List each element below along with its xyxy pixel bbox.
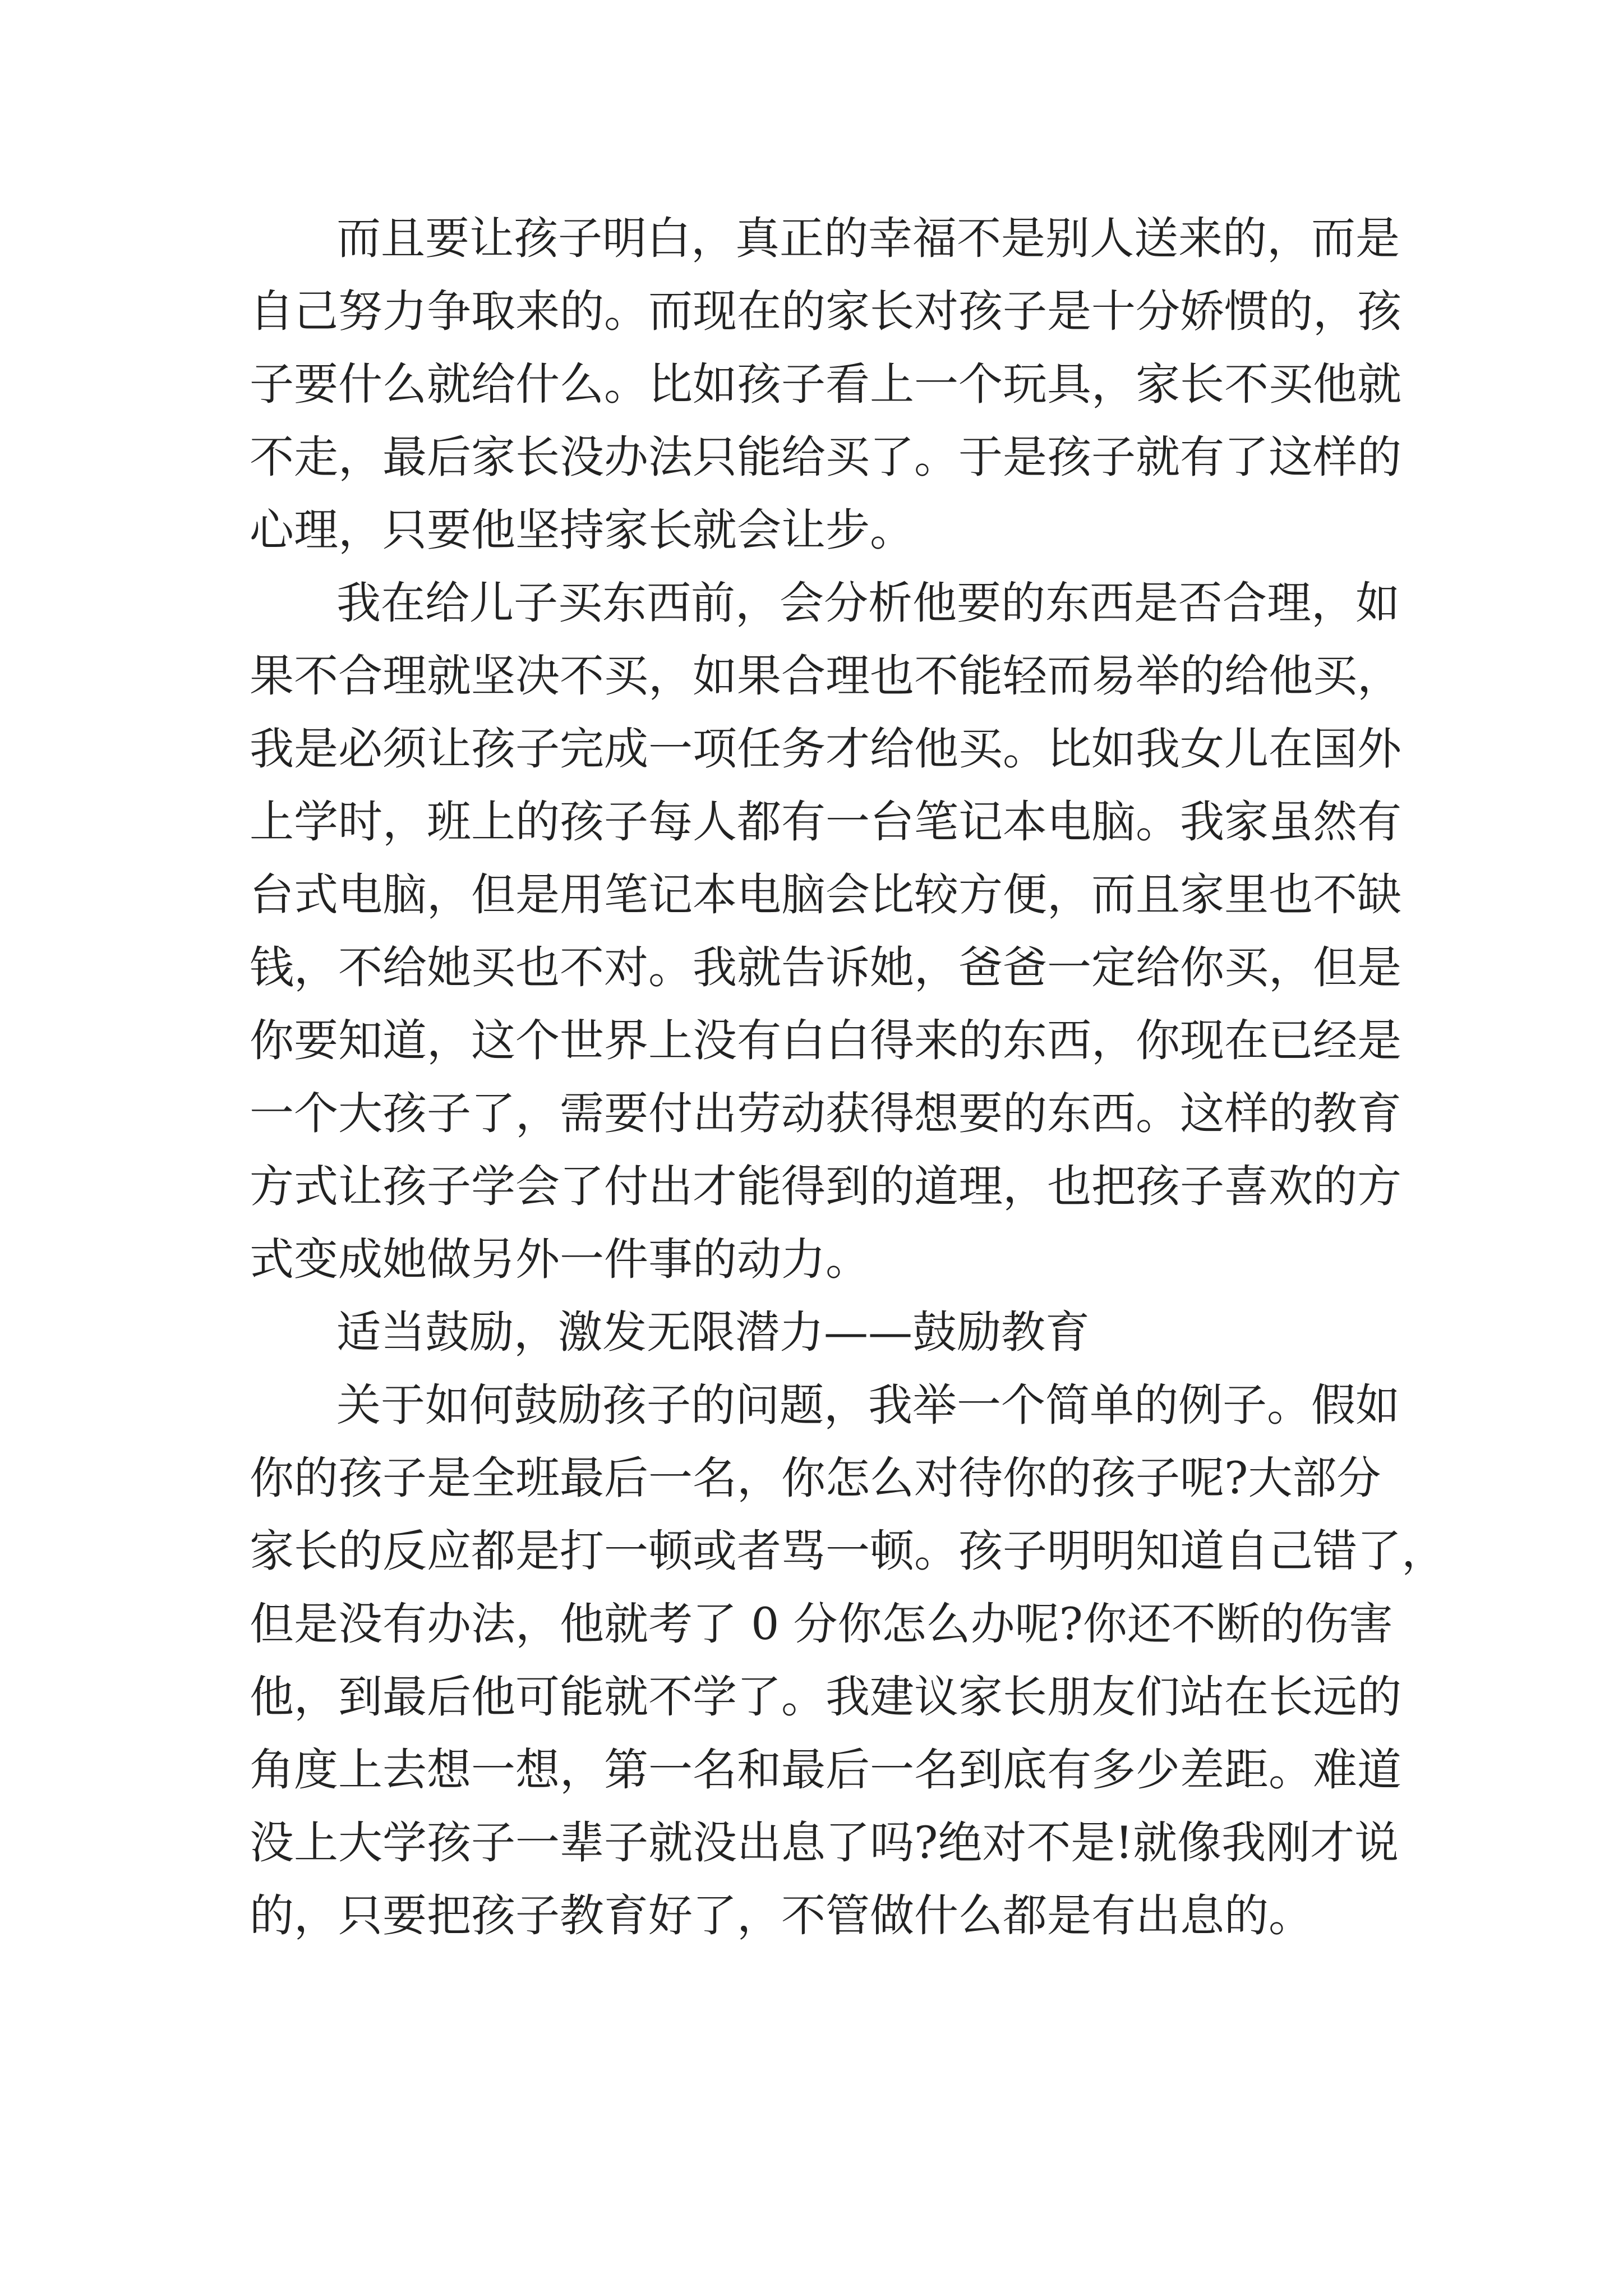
text-line: 一个大孩子了，需要付出劳动获得想要的东西。这样的教育 <box>250 1088 1401 1139</box>
text-line: 的，只要把孩子教育好了，不管做什么都是有出息的。 <box>250 1890 1313 1941</box>
text-line: 上学时，班上的孩子每人都有一台笔记本电脑。我家虽然有 <box>250 796 1401 848</box>
text-line: 你要知道，这个世界上没有白白得来的东西，你现在已经是 <box>250 1015 1401 1066</box>
text-line: 心理，只要他坚持家长就会让步。 <box>250 504 914 556</box>
text-line: 家长的反应都是打一顿或者骂一顿。孩子明明知道自己错了， <box>250 1525 1446 1577</box>
text-line: 角度上去想一想，第一名和最后一名到底有多少差距。难道 <box>250 1744 1401 1796</box>
paragraph-3 <box>250 1369 1446 1952</box>
text-line: 关于如何鼓励孩子的问题，我举一个简单的例子。假如 <box>336 1379 1400 1431</box>
text-line: 我在给儿子买东西前，会分析他要的东西是否合理，如 <box>336 577 1400 629</box>
text-line: 没上大学孩子一辈子就没出息了吗?绝对不是!就像我刚才说 <box>250 1817 1399 1869</box>
text-line: 子要什么就给什么。比如孩子看上一个玩具，家长不买他就 <box>250 358 1401 410</box>
text-line: 不走，最后家长没办法只能给买了。于是孩子就有了这样的 <box>250 431 1401 483</box>
text-line: 你的孩子是全班最后一名，你怎么对待你的孩子呢?大部分 <box>250 1452 1381 1504</box>
text-line: 台式电脑，但是用笔记本电脑会比较方便，而且家里也不缺 <box>250 869 1401 921</box>
text-line: 方式让孩子学会了付出才能得到的道理，也把孩子喜欢的方 <box>250 1161 1401 1212</box>
body-text <box>250 202 1446 1952</box>
paragraph-1 <box>250 202 1401 567</box>
text-line: 果不合理就坚决不买，如果合理也不能轻而易举的给他买， <box>250 650 1401 702</box>
text-line: 但是没有办法，他就考了 0 分你怎么办呢?你还不断的伤害 <box>250 1598 1393 1650</box>
text-line: 他，到最后他可能就不学了。我建议家长朋友们站在长远的 <box>250 1671 1401 1723</box>
text-line: 自己努力争取来的。而现在的家长对孩子是十分娇惯的，孩 <box>250 286 1401 337</box>
section-heading <box>250 1296 1377 1369</box>
text-line: 钱，不给她买也不对。我就告诉她，爸爸一定给你买，但是 <box>250 942 1401 993</box>
text-line: 我是必须让孩子完成一项任务才给他买。比如我女儿在国外 <box>250 723 1401 775</box>
text-line: 而且要让孩子明白，真正的幸福不是别人送来的，而是 <box>336 213 1400 264</box>
heading-line: 适当鼓励，激发无限潜力——鼓励教育 <box>336 1306 1090 1358</box>
text-line: 式变成她做另外一件事的动力。 <box>250 1234 870 1285</box>
paragraph-2 <box>250 567 1401 1296</box>
